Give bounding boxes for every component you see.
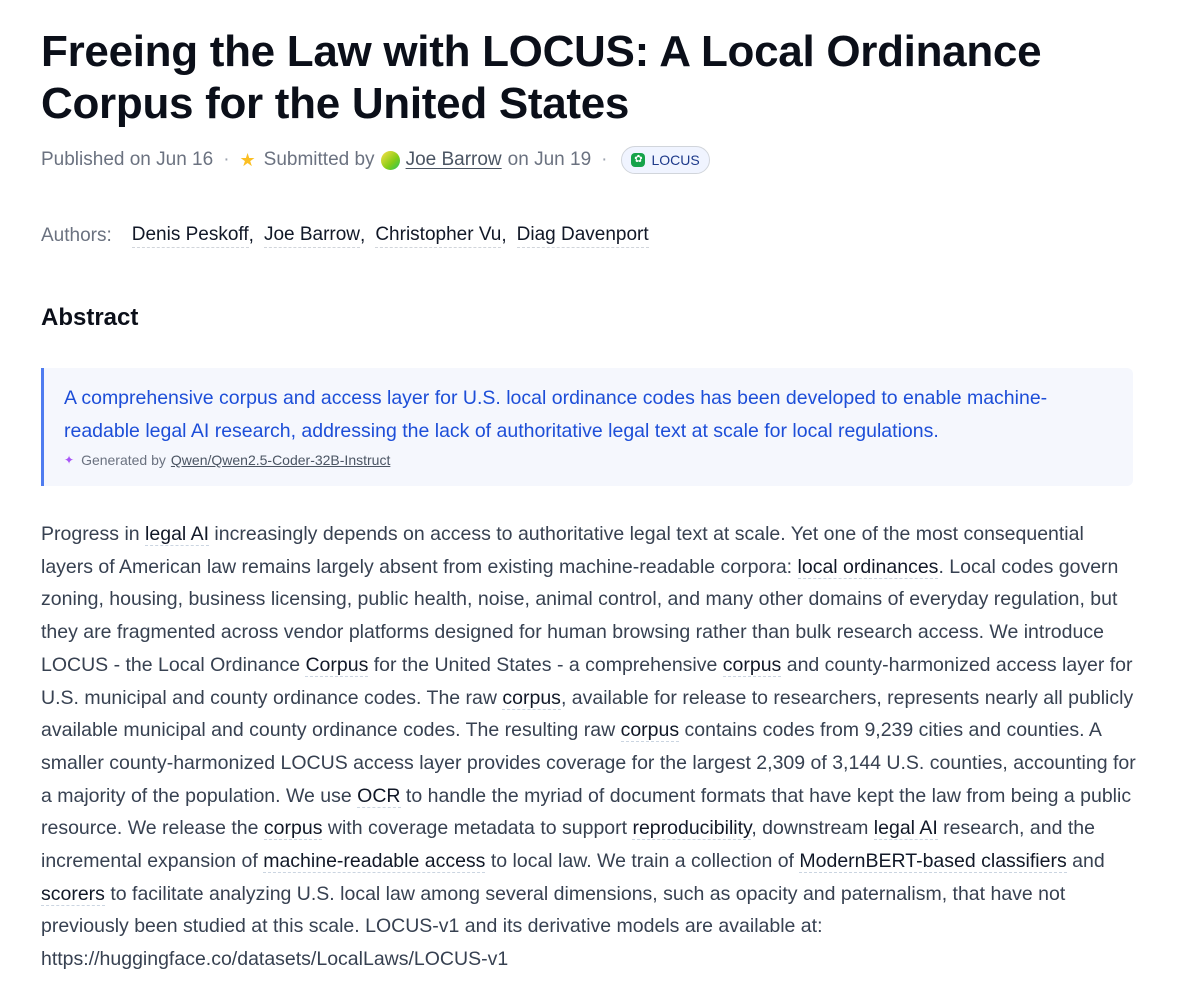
abstract-heading: Abstract: [41, 304, 139, 331]
abstract-keyword-link[interactable]: local ordinances: [797, 555, 939, 578]
abstract-keyword-link[interactable]: corpus: [263, 817, 323, 840]
submitted-date: on Jun 19: [507, 149, 592, 170]
generated-by-label: Generated by: [81, 452, 166, 468]
abstract-keyword-link[interactable]: corpus: [502, 686, 561, 709]
abstract-text-segment: to local law. We train a collection of: [485, 850, 800, 873]
star-icon: ★: [239, 149, 256, 170]
abstract-text: [41, 518, 1141, 976]
abstract-keyword-link[interactable]: OCR: [357, 784, 401, 807]
abstract-text-segment: and: [1066, 850, 1105, 873]
org-chip-label: LOCUS: [651, 152, 700, 168]
author-link[interactable]: Christopher Vu: [375, 224, 501, 248]
authors-row: Authors: Denis Peskoff , Joe Barrow , Christopher Vu , Diag Davenport: [41, 224, 649, 246]
abstract-keyword-link[interactable]: corpus: [722, 653, 782, 676]
abstract-keyword-link[interactable]: corpus: [620, 719, 680, 742]
model-link[interactable]: Qwen/Qwen2.5-Coder-32B-Instruct: [170, 452, 391, 468]
submitter-link[interactable]: Joe Barrow: [405, 149, 502, 170]
paper-meta: [41, 144, 710, 176]
abstract-keyword-link[interactable]: legal AI: [873, 817, 938, 840]
abstract-keyword-link[interactable]: Corpus: [305, 653, 369, 676]
submitted-by-label: Submitted by: [263, 149, 375, 170]
published-date: Published on Jun 16: [41, 149, 214, 170]
abstract-text-segment: . Local codes govern zoning, housing, business licensing, public health, noise, animal control, and many other domains of everyday regulation, but they are fragmented across vendor platforms designed for human browsing rather than bulk research access. We introduce LOCUS - the Local Ordinance: [41, 555, 1119, 676]
abstract-keyword-link[interactable]: legal AI: [145, 523, 210, 545]
author-link[interactable]: Denis Peskoff: [132, 224, 249, 248]
abstract-keyword-link[interactable]: machine-readable access: [263, 850, 486, 873]
separator-dot: ·: [601, 149, 608, 170]
ai-summary-text: A comprehensive corpus and access layer for U.S. local ordinance codes has been developed to enable machine-readable legal AI research, addressing the lack of authoritative legal text at scale for local regulations.: [64, 387, 1048, 442]
generated-by-row: [64, 452, 1113, 468]
org-logo-icon: ✿: [631, 153, 645, 167]
abstract-text-segment: , available for release to researchers, represents nearly all publicly available municipal and county ordinance codes. The resulting raw: [41, 686, 1134, 742]
abstract-text-segment: research, and the incremental expansion of: [41, 817, 1095, 873]
author-link[interactable]: Joe Barrow: [264, 224, 360, 248]
ai-summary-box: [41, 368, 1133, 486]
org-chip[interactable]: [621, 146, 709, 174]
abstract-text-segment: and county-harmonized access layer for U.S. municipal and county ordinance codes. The raw: [41, 653, 1133, 709]
separator-dot: ·: [223, 149, 230, 170]
avatar[interactable]: [381, 151, 400, 170]
abstract-keyword-link[interactable]: reproducibility: [632, 817, 752, 840]
author-link[interactable]: Diag Davenport: [517, 224, 649, 248]
abstract-keyword-link[interactable]: scorers: [41, 882, 105, 905]
abstract-text-segment: increasingly depends on access to authoritative legal text at scale. Yet one of the most consequential layers of American law remains largely absent from existing machine-readable corpora:: [41, 523, 1084, 578]
abstract-text-segment: , downstream: [751, 817, 874, 840]
paper-title: Freeing the Law with LOCUS: A Local Ordinance Corpus for the United States: [41, 27, 1042, 128]
abstract-text-segment: with coverage metadata to support: [322, 817, 633, 840]
abstract-text-segment: to facilitate analyzing U.S. local law among several dimensions, such as opacity and paternalism, that have not previously been studied at this scale. LOCUS-v1 and its derivative models are available at: https://huggingface.co/datasets/LocalLaws/LOCUS-v1: [41, 882, 1066, 971]
abstract-text-segment: Progress in: [41, 523, 146, 545]
abstract-keyword-link[interactable]: ModernBERT-based classifiers: [799, 850, 1067, 873]
abstract-text-segment: to handle the myriad of document formats that have kept the law from being a public resource. We release the: [41, 784, 1132, 840]
sparkle-icon: ✦: [64, 453, 75, 467]
abstract-text-segment: for the United States - a comprehensive: [368, 653, 723, 676]
authors-label: Authors:: [41, 225, 112, 246]
abstract-text-segment: contains codes from 9,239 cities and counties. A smaller county-harmonized LOCUS access layer provides coverage for the largest 2,309 of 3,144 U.S. counties, accounting for a majority of the population. We use: [41, 719, 1136, 807]
